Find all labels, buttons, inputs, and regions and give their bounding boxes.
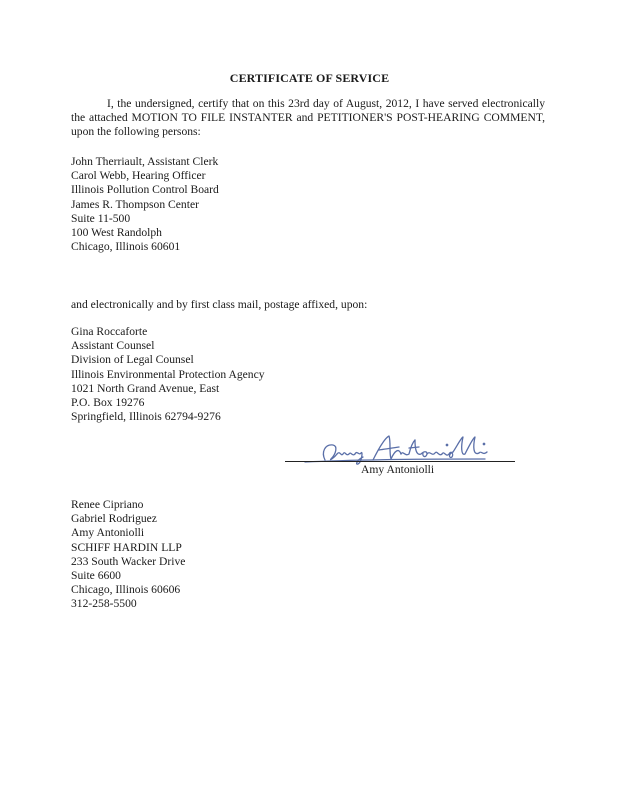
signature-block [285, 432, 521, 484]
address-line: James R. Thompson Center [71, 197, 199, 211]
address-line: Chicago, Illinois 60606 [71, 583, 181, 597]
address-line: Illinois Pollution Control Board [71, 183, 219, 197]
address-line: Chicago, Illinois 60601 [71, 240, 181, 254]
intro-paragraph [71, 97, 545, 140]
address-line: Division of Legal Counsel [71, 353, 194, 367]
address-line: 312-258-5500 [71, 597, 137, 611]
address-line: John Therriault, Assistant Clerk [71, 155, 219, 168]
address-line: Assistant Counsel [71, 339, 155, 353]
address-line: 100 West Randolph [71, 226, 162, 240]
address-line: SCHIFF HARDIN LLP [71, 540, 182, 554]
address-line: 233 South Wacker Drive [71, 554, 186, 568]
intro-text: I, the undersigned, certify that on this 23rd day of August, 2012, I have served electronically the attached MOTION TO FILE INSTANTER and PETITIONER'S POST-HEARING COMMENT, upon the following persons: [71, 97, 545, 139]
address-line: Carol Webb, Hearing Officer [71, 169, 206, 183]
signer-name: Amy Antoniolli [361, 463, 435, 476]
address-line: Amy Antoniolli [71, 526, 145, 540]
address-line: Suite 6600 [71, 569, 121, 583]
address-line: 1021 North Grand Avenue, East [71, 381, 220, 395]
service-list-agency [71, 325, 491, 424]
address-line: Illinois Environmental Protection Agency [71, 367, 265, 381]
service-list-board [71, 155, 491, 254]
document-title: CERTIFICATE OF SERVICE [229, 71, 390, 85]
mail-service-paragraph: and electronically and by first class mail, postage affixed, upon: [71, 298, 368, 311]
address-line: Renee Cipriano [71, 498, 144, 511]
address-line: P.O. Box 19276 [71, 396, 145, 410]
signer-contact-block [71, 498, 491, 612]
address-line: Gina Roccaforte [71, 325, 148, 338]
address-line: Gabriel Rodriguez [71, 512, 157, 526]
signature-line [285, 461, 515, 462]
address-line: Suite 11-500 [71, 211, 131, 225]
address-line: Springfield, Illinois 62794-9276 [71, 410, 221, 424]
